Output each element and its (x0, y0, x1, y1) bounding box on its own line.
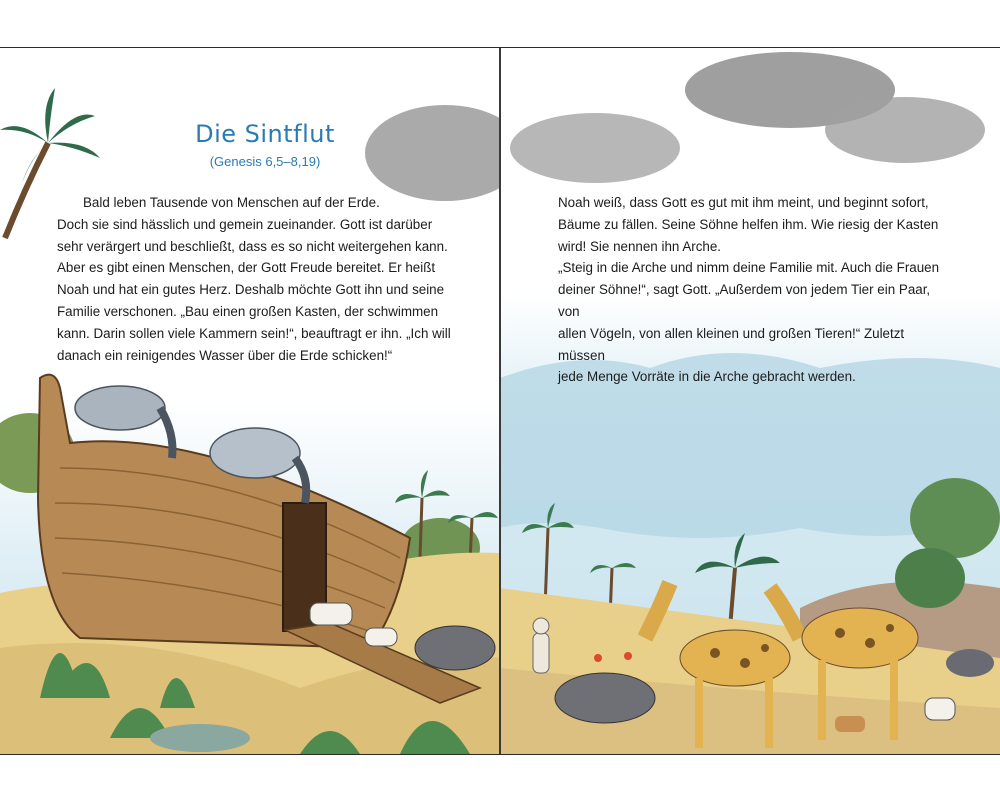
text-line: Noah weiß, dass Gott es gut mit ihm meint, und beginnt sofort, (558, 195, 929, 210)
text-line: Familie verschonen. „Bau einen großen Kasten, der schwimmen (57, 303, 439, 319)
text-line: danach ein reinigendes Wasser über die Erde schicken!“ (57, 347, 393, 363)
bird-icon (624, 652, 632, 660)
text-line: „Steig in die Arche und nimm deine Familie mit. Auch die Frauen (558, 260, 940, 276)
page-title: Die Sintflut (195, 120, 335, 148)
bible-reference: (Genesis 6,5–8,19) (209, 154, 321, 169)
left-body-text (57, 192, 457, 366)
elephant-icon (75, 386, 165, 430)
zebra-icon (310, 603, 352, 625)
text-line: allen Vögeln, von allen kleinen und großen Tieren!“ Zuletzt müssen (558, 325, 905, 363)
buffalo-icon (415, 626, 495, 670)
text-line: wird! Sie nennen ihn Arche. (558, 238, 722, 254)
text-line: Aber es gibt einen Menschen, der Gott Freude bereitet. Er heißt (57, 260, 436, 276)
right-body-text (558, 192, 953, 388)
book-spread (0, 47, 1000, 755)
text-line: sehr verärgert und beschließt, dass es so nicht weitergehen kann. (57, 238, 448, 254)
bird-icon (594, 654, 602, 662)
text-line: Noah und hat ein gutes Herz. Deshalb möchte Gott ihn und seine (57, 282, 445, 298)
noah-figure-icon (533, 633, 549, 673)
text-line: jede Menge Vorräte in die Arche gebracht werden. (558, 369, 856, 385)
buffalo-icon (555, 673, 655, 723)
text-line: Doch sie sind hässlich und gemein zueinander. Gott ist darüber (57, 216, 433, 232)
elephant-icon (210, 428, 300, 478)
text-line: kann. Darin sollen viele Kammern sein!“, beauftragt er ihn. „Ich will (57, 325, 451, 341)
sheep-icon (925, 698, 955, 720)
book-gutter (499, 48, 501, 754)
cloud-icon (825, 97, 985, 163)
dog-icon (835, 716, 865, 732)
text-line: Bäume zu fällen. Seine Söhne helfen ihm. Wie riesig der Kasten (558, 216, 939, 232)
left-page (0, 48, 500, 754)
right-page (500, 48, 1000, 754)
cloud-icon (510, 113, 680, 183)
goat-icon (365, 628, 397, 646)
wolf-icon (946, 649, 994, 677)
text-line: deiner Söhne!“, sagt Gott. „Außerdem von jedem Tier ein Paar, von (558, 282, 931, 319)
giraffes-illustration (500, 48, 1000, 754)
text-line: Bald leben Tausende von Menschen auf der Erde. (83, 195, 380, 210)
